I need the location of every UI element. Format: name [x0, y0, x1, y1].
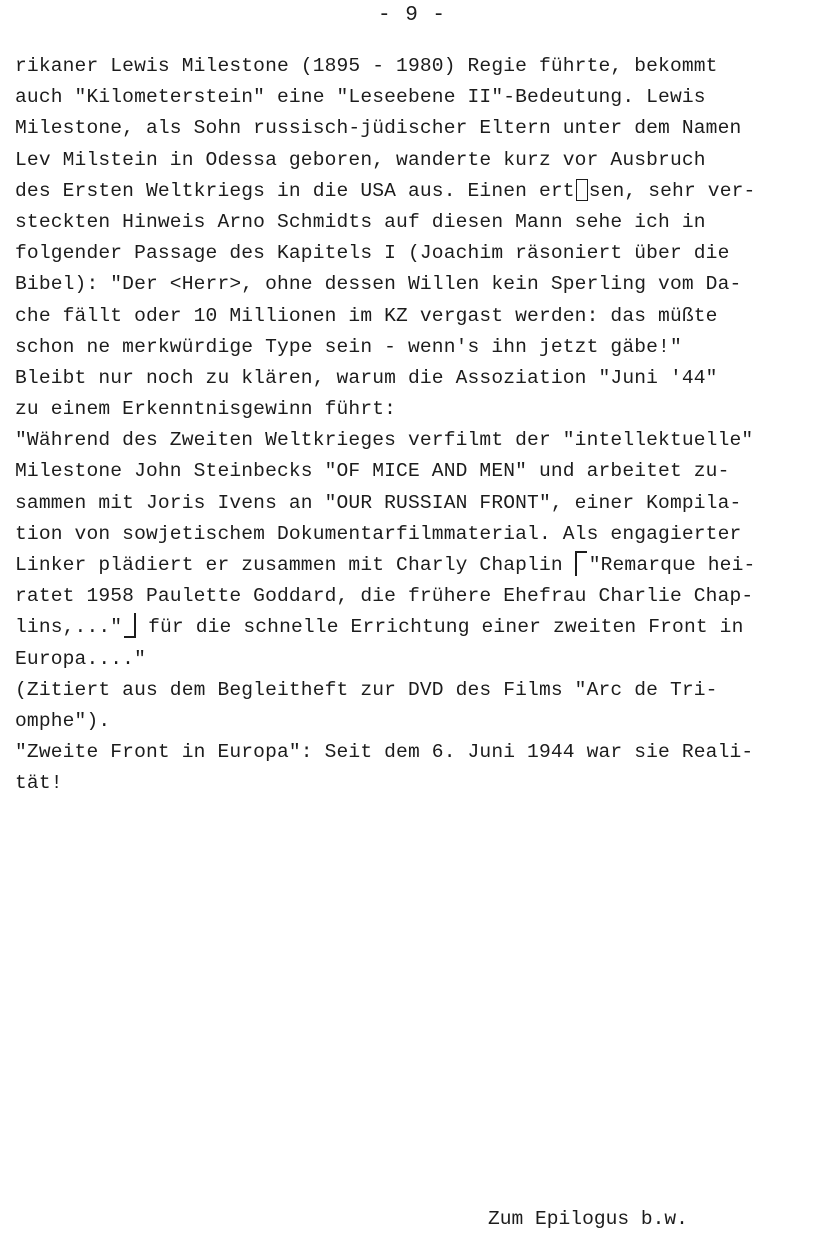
- text-segment: Linker plädiert er zusammen mit Charly Chaplin: [15, 554, 575, 576]
- text-line: che fällt oder 10 Millionen im KZ vergast werden: das müßte: [15, 304, 718, 327]
- text-line: tion von sowjetischem Dokumentarfilmmaterial. Als engagierter: [15, 522, 742, 545]
- text-segment: lins,...": [15, 616, 123, 639]
- closing-bracket-mark: [124, 613, 136, 638]
- text-line: schon ne merkwürdige Type sein - wenn's ihn jetzt gäbe!": [15, 335, 682, 358]
- text-line: Bibel): "Der <Herr>, ohne dessen Willen kein Sperling vom Da-: [15, 273, 742, 296]
- text-segment: "Remarque hei-: [588, 554, 756, 576]
- text-line-with-bracket: [15, 550, 815, 581]
- text-line: rikaner Lewis Milestone (1895 - 1980) Regie führte, bekommt: [15, 55, 718, 77]
- text-line: Europa....": [15, 647, 146, 670]
- text-line: omphe").: [15, 709, 111, 732]
- text-line: Milestone, als Sohn russisch-jüdischer Eltern unter dem Namen: [15, 117, 742, 140]
- text-line: (Zitiert aus dem Begleitheft zur DVD des Films "Arc de Tri-: [15, 678, 718, 701]
- typo-correction-mark: [576, 179, 588, 201]
- text-line: "Zweite Front in Europa": Seit dem 6. Juni 1944 war sie Reali-: [15, 741, 754, 764]
- text-segment: des Ersten Weltkriegs in die USA aus. Einen er: [15, 179, 563, 202]
- text-line: sammen mit Joris Ivens an "OUR RUSSIAN FRONT", einer Kompila-: [15, 491, 742, 514]
- text-line-with-bracket: [15, 612, 815, 643]
- page-number: - 9 -: [377, 4, 446, 27]
- text-line: Lev Milstein in Odessa geboren, wanderte kurz vor Ausbruch: [15, 148, 706, 171]
- text-line: auch "Kilometerstein" eine "Leseebene II"-Bedeutung. Lewis: [15, 86, 706, 109]
- body-text: [15, 51, 815, 800]
- text-segment: sen, sehr ver-: [588, 179, 756, 202]
- text-line: zu einem Erkenntnisgewinn führt:: [15, 398, 397, 421]
- opening-bracket-mark: [575, 551, 587, 576]
- text-line: tät!: [15, 772, 63, 795]
- text-line: "Während des Zweiten Weltkrieges verfilmt der "intellektuelle": [15, 429, 754, 452]
- text-line: steckten Hinweis Arno Schmidts auf diesen Mann sehe ich in: [15, 210, 706, 233]
- text-line: Milestone John Steinbecks "OF MICE AND MEN" und arbeitet zu-: [15, 460, 730, 483]
- text-line: Bleibt nur noch zu klären, warum die Assoziation "Juni '44": [15, 366, 718, 389]
- text-segment: für die schnelle Errichtung einer zweiten Front in: [136, 616, 744, 639]
- footer-note: Zum Epilogus b.w.: [488, 1208, 688, 1230]
- text-segment: t: [562, 179, 575, 202]
- text-line: ratet 1958 Paulette Goddard, die frühere Ehefrau Charlie Chap-: [15, 585, 754, 608]
- text-line-with-correction: [15, 176, 815, 207]
- text-line: folgender Passage des Kapitels I (Joachim räsoniert über die: [15, 242, 730, 265]
